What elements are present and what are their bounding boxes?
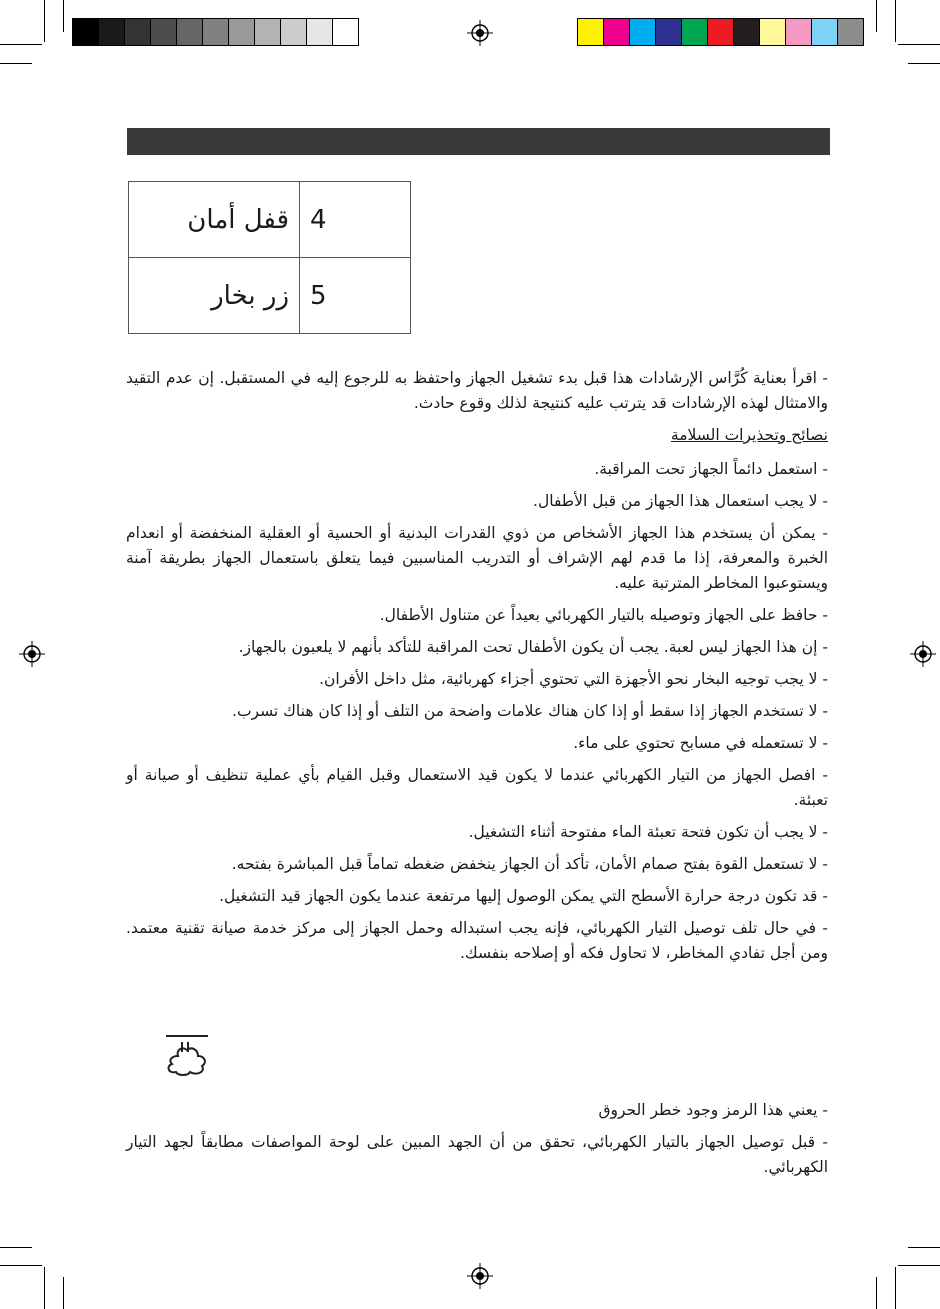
part-label: زر بخار (129, 258, 300, 334)
registration-crosshair-icon (467, 1263, 493, 1289)
crop-mark (44, 0, 45, 42)
registration-crosshair-icon (467, 20, 493, 46)
crop-mark (908, 63, 940, 64)
color-swatch (811, 18, 838, 46)
color-swatch (124, 18, 151, 46)
part-number: 5 (300, 258, 411, 334)
crop-mark (0, 1265, 42, 1266)
color-swatch (72, 18, 99, 46)
color-swatch (228, 18, 255, 46)
color-swatch (707, 18, 734, 46)
registration-crosshair-icon (19, 641, 45, 667)
intro-paragraph: - اقرأ بعناية كُرَّاس الإرشادات هذا قبل بدء تشغيل الجهاز واحتفظ به للرجوع إليه في المستقبل. إن عدم التقيد والامتثال لهذه الإرشادات قد يترتب عليه كنتيجة لذلك وقوع حادث. (126, 369, 828, 412)
crop-mark (0, 1247, 32, 1248)
color-swatch (603, 18, 630, 46)
safety-item: - لا يجب أن تكون فتحة تعبئة الماء مفتوحة أثناء التشغيل. (468, 823, 828, 841)
crop-mark (876, 1277, 877, 1309)
safety-item: - يمكن أن يستخدم هذا الجهاز الأشخاص من ذوي القدرات البدنية أو الحسية أو العقلية المنخفضة أو انعدام الخبرة والمعرفة، إذا ما قدم لهم الإشراف أو التدريب المناسبين فيما يتعلق باستعمال الجهاز بطريقة آمنة ويستوعبوا المخاطر المترتبة عليه. (126, 524, 828, 592)
crop-mark (876, 0, 877, 32)
color-swatch (733, 18, 760, 46)
color-swatch (150, 18, 177, 46)
crop-mark (63, 0, 64, 32)
parts-table (128, 181, 411, 334)
symbol-note: - قبل توصيل الجهاز بالتيار الكهربائي، تحقق من أن الجهد المبين على لوحة المواصفات مطابقاً لجهد التيار الكهربائي. (126, 1133, 828, 1176)
safety-item: - لا يجب استعمال هذا الجهاز من قبل الأطفال. (533, 492, 828, 510)
color-swatch (681, 18, 708, 46)
safety-item: - استعمل دائماً الجهاز تحت المراقبة. (594, 460, 828, 478)
color-swatch (332, 18, 359, 46)
color-swatch (176, 18, 203, 46)
part-label: قفل أمان (129, 182, 300, 258)
grayscale-color-bar (72, 18, 358, 46)
symbol-note: - يعني هذا الرمز وجود خطر الحروق (598, 1101, 828, 1119)
color-swatch (785, 18, 812, 46)
crop-mark (895, 1267, 896, 1309)
registration-crosshair-icon (910, 641, 936, 667)
crop-mark (0, 44, 42, 45)
safety-item: - إن هذا الجهاز ليس لعبة. يجب أن يكون الأطفال تحت المراقبة للتأكد بأنهم لا يلعبون بالجهاز. (238, 638, 828, 656)
color-swatch (280, 18, 307, 46)
safety-item: - حافظ على الجهاز وتوصيله بالتيار الكهربائي بعيداً عن متناول الأطفال. (379, 606, 828, 624)
safety-item: - في حال تلف توصيل التيار الكهربائي، فإنه يجب استبداله وحمل الجهاز إلى مركز خدمة صيانة تقنية معتمد. ومن أجل تفادي المخاطر، لا تحاول فكه أو إصلاحه بنفسك. (126, 919, 828, 962)
safety-item: - لا تستعمل القوة بفتح صمام الأمان، تأكد أن الجهاز ينخفض ضغطه تماماً قبل المباشرة بفتحه. (231, 855, 828, 873)
crop-mark (0, 63, 32, 64)
safety-item: - افصل الجهاز من التيار الكهربائي عندما لا يكون قيد الاستعمال وقبل القيام بأي عملية تنظيف أو صيانة أو تعبئة. (126, 766, 828, 809)
safety-heading: نصائح وتحذيرات السلامة (670, 426, 828, 444)
color-swatch (629, 18, 656, 46)
table-row (129, 182, 411, 258)
crop-mark (908, 1247, 940, 1248)
section-header-bar (127, 128, 830, 155)
part-number: 4 (300, 182, 411, 258)
table-row (129, 258, 411, 334)
crop-mark (63, 1277, 64, 1309)
hot-steam-icon (158, 1032, 216, 1078)
crop-mark (898, 1265, 940, 1266)
color-swatch (655, 18, 682, 46)
color-swatch (759, 18, 786, 46)
instructions-body (126, 366, 828, 973)
symbol-notes (126, 1098, 828, 1187)
color-swatch (202, 18, 229, 46)
color-swatch (837, 18, 864, 46)
process-color-bar (577, 18, 863, 46)
color-swatch (254, 18, 281, 46)
color-swatch (98, 18, 125, 46)
crop-mark (895, 0, 896, 42)
color-swatch (577, 18, 604, 46)
safety-item: - لا تستخدم الجهاز إذا سقط أو إذا كان هناك علامات واضحة من التلف أو إذا كان هناك تسرب. (232, 702, 828, 720)
safety-item: - لا يجب توجيه البخار نحو الأجهزة التي تحتوي أجزاء كهربائية، مثل داخل الأفران. (319, 670, 828, 688)
crop-mark (44, 1267, 45, 1309)
crop-mark (898, 44, 940, 45)
safety-item: - قد تكون درجة حرارة الأسطح التي يمكن الوصول إليها مرتفعة عندما يكون الجهاز قيد التشغيل. (219, 887, 828, 905)
safety-item: - لا تستعمله في مسابح تحتوي على ماء. (573, 734, 828, 752)
color-swatch (306, 18, 333, 46)
